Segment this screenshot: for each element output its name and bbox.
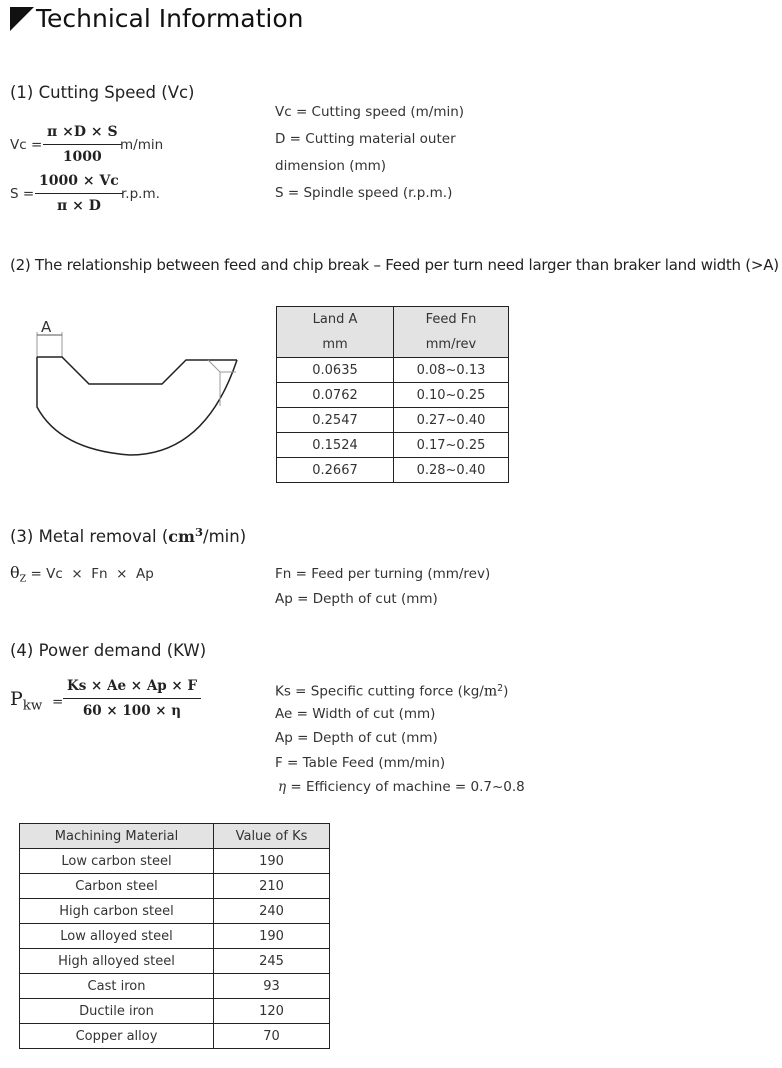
section-chip-break-heading: (2) The relationship between feed and chip break – Feed per turn need larger than braker land width (>A) <box>10 256 779 274</box>
ks-cell: 93 <box>214 974 330 999</box>
ks-sup: 2 <box>497 683 504 694</box>
definition-fn: Fn = Feed per turning (mm/rev) <box>275 566 491 582</box>
theta-symbol: θ <box>10 563 20 582</box>
land-a-cell: 0.1524 <box>277 433 394 458</box>
insert-edge-detail <box>208 360 236 406</box>
land-feed-table <box>276 306 509 483</box>
vc-unit: m/min <box>120 137 164 153</box>
material-cell: Low carbon steel <box>20 849 214 874</box>
definition-ap2: Ap = Depth of cut (mm) <box>275 730 438 746</box>
land-a-cell: 0.2547 <box>277 408 394 433</box>
definition-s: S = Spindle speed (r.p.m.) <box>275 185 453 201</box>
s-denominator: π × D <box>56 198 101 214</box>
definition-ap: Ap = Depth of cut (mm) <box>275 590 438 607</box>
table-row <box>277 383 509 408</box>
s-numerator: 1000 × Vc <box>39 173 119 189</box>
feed-fn-cell: 0.27~0.40 <box>394 408 509 433</box>
definition-d: D = Cutting material outer <box>275 131 456 147</box>
table-header-row <box>20 824 330 849</box>
cutting-speed-definitions <box>275 99 464 207</box>
page-title <box>10 4 303 33</box>
header-feed-fn-label: Feed Fn <box>425 312 477 327</box>
material-cell: Copper alloy <box>20 1024 214 1049</box>
definition-eta <box>275 775 525 800</box>
table-row <box>20 1024 330 1049</box>
header-land-a <box>277 307 394 358</box>
ks-suffix: ) <box>503 683 509 700</box>
header-feed-fn <box>394 307 509 358</box>
feed-fn-cell: 0.28~0.40 <box>394 458 509 483</box>
material-cell: Carbon steel <box>20 874 214 899</box>
ks-cell: 190 <box>214 849 330 874</box>
table-row <box>20 899 330 924</box>
table-row <box>277 358 509 383</box>
heading-prefix: (3) Metal removal ( <box>10 526 169 546</box>
land-a-cell: 0.0762 <box>277 383 394 408</box>
header-land-a-unit: mm <box>322 337 348 352</box>
triangle-marker-icon <box>10 7 34 31</box>
definition-f: F = Table Feed (mm/min) <box>275 754 446 771</box>
material-cell: Cast iron <box>20 974 214 999</box>
power-denominator: 60 × 100 × η <box>82 703 182 719</box>
ks-prefix: Ks = Specific cutting force (kg/ <box>275 683 484 700</box>
formula-rhs: = Vc × Fn × Ap <box>30 566 154 582</box>
metal-removal-definitions <box>275 562 490 611</box>
table-row <box>20 999 330 1024</box>
theta-subscript: Z <box>19 573 27 585</box>
header-value-of-ks: Value of Ks <box>214 824 330 849</box>
table-row <box>20 924 330 949</box>
header-machining-material: Machining Material <box>20 824 214 849</box>
s-formula-lhs: S = <box>10 186 35 202</box>
table-row <box>277 433 509 458</box>
eta-text: = Efficiency of machine = 0.7~0.8 <box>286 779 525 795</box>
material-cell: Ductile iron <box>20 999 214 1024</box>
table-row <box>20 849 330 874</box>
material-cell: High alloyed steel <box>20 949 214 974</box>
ks-cell: 240 <box>214 899 330 924</box>
heading-unit: cm <box>168 526 195 546</box>
s-unit: r.p.m. <box>121 186 160 202</box>
insert-body-outline <box>37 357 237 455</box>
p-symbol: P <box>10 688 23 710</box>
p-subscript: kw <box>22 698 43 714</box>
feed-fn-cell: 0.17~0.25 <box>394 433 509 458</box>
page-title-text: Technical Information <box>36 4 304 33</box>
metal-removal-formula <box>10 563 154 584</box>
header-land-a-label: Land A <box>312 312 358 327</box>
vc-denominator: 1000 <box>62 149 102 165</box>
heading-suffix: /min) <box>203 526 247 546</box>
table-row <box>20 949 330 974</box>
power-formula-fraction <box>63 678 201 719</box>
definition-vc: Vc = Cutting speed (m/min) <box>275 104 465 120</box>
land-a-cell: 0.2667 <box>277 458 394 483</box>
ks-value-table <box>19 823 330 1049</box>
s-formula-fraction <box>35 173 123 214</box>
ks-cell: 70 <box>214 1024 330 1049</box>
definition-ks <box>275 677 525 702</box>
ks-cell: 120 <box>214 999 330 1024</box>
vc-formula-lhs: Vc = <box>10 137 43 153</box>
power-formula-lhs <box>10 688 42 714</box>
section-power-demand-heading: (4) Power demand (KW) <box>10 641 207 660</box>
dimension-label-a: A <box>41 318 52 336</box>
material-cell: Low alloyed steel <box>20 924 214 949</box>
ks-unit: m <box>483 683 498 700</box>
table-row <box>277 408 509 433</box>
vc-numerator: π ×D × S <box>47 124 118 140</box>
ks-cell: 210 <box>214 874 330 899</box>
power-demand-definitions <box>275 677 525 800</box>
ks-cell: 190 <box>214 924 330 949</box>
vc-formula-fraction <box>43 124 122 165</box>
power-numerator: Ks × Ae × Ap × F <box>67 678 198 694</box>
heading-sup: 3 <box>194 525 204 539</box>
feed-fn-cell: 0.08~0.13 <box>394 358 509 383</box>
ks-cell: 245 <box>214 949 330 974</box>
material-cell: High carbon steel <box>20 899 214 924</box>
table-row <box>20 974 330 999</box>
table-header-row <box>277 307 509 358</box>
eta-symbol: η <box>278 779 287 795</box>
insert-top-profile <box>37 357 237 384</box>
table-row <box>277 458 509 483</box>
power-formula-eq: = <box>52 694 64 710</box>
land-a-cell: 0.0635 <box>277 358 394 383</box>
table-row <box>20 874 330 899</box>
chip-breaker-diagram <box>30 310 245 460</box>
feed-fn-cell: 0.10~0.25 <box>394 383 509 408</box>
header-feed-fn-unit: mm/rev <box>425 337 477 352</box>
section-cutting-speed-heading: (1) Cutting Speed (Vc) <box>10 83 195 102</box>
definition-ae: Ae = Width of cut (mm) <box>275 705 436 722</box>
section-metal-removal-heading <box>10 525 246 546</box>
definition-d-cont: dimension (mm) <box>275 158 387 174</box>
